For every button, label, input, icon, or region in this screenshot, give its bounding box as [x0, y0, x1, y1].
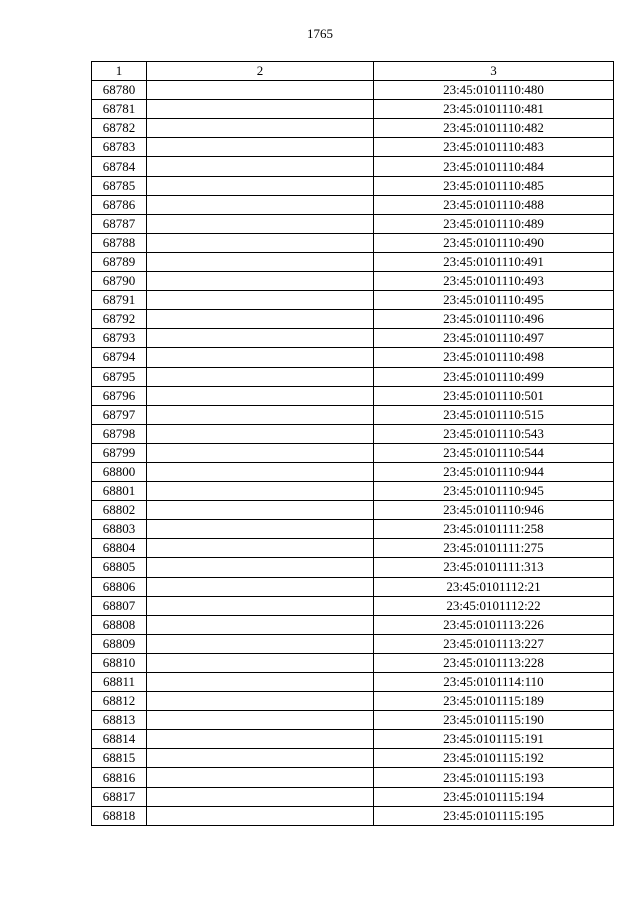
table-row: [92, 768, 614, 787]
column-header-3: 3: [374, 62, 614, 81]
table-row: [92, 634, 614, 653]
page-number: 1765: [307, 26, 333, 41]
row-blank-cell: [147, 367, 374, 386]
row-number-cell: 68818: [92, 806, 147, 825]
table-row: [92, 749, 614, 768]
cadastral-number-cell: 23:45:0101110:945: [374, 482, 614, 501]
row-blank-cell: [147, 100, 374, 119]
table-row: [92, 653, 614, 672]
table-row: [92, 577, 614, 596]
cadastral-number-cell: 23:45:0101110:481: [374, 100, 614, 119]
row-number-cell: 68816: [92, 768, 147, 787]
row-blank-cell: [147, 462, 374, 481]
table-row: [92, 157, 614, 176]
table-row: [92, 233, 614, 252]
row-blank-cell: [147, 482, 374, 501]
table-row: [92, 692, 614, 711]
cadastral-number-cell: 23:45:0101113:226: [374, 615, 614, 634]
cadastral-number-cell: 23:45:0101113:227: [374, 634, 614, 653]
cadastral-number-cell: 23:45:0101115:190: [374, 711, 614, 730]
table-row: [92, 272, 614, 291]
cadastral-number-cell: 23:45:0101114:110: [374, 673, 614, 692]
cadastral-number-cell: 23:45:0101110:493: [374, 272, 614, 291]
row-number-cell: 68794: [92, 348, 147, 367]
row-blank-cell: [147, 692, 374, 711]
table-row: [92, 558, 614, 577]
row-number-cell: 68811: [92, 673, 147, 692]
table-row: [92, 329, 614, 348]
row-number-cell: 68791: [92, 291, 147, 310]
row-blank-cell: [147, 424, 374, 443]
cadastral-number-cell: 23:45:0101115:191: [374, 730, 614, 749]
cadastral-number-cell: 23:45:0101111:313: [374, 558, 614, 577]
table-row: [92, 730, 614, 749]
cadastral-number-cell: 23:45:0101110:515: [374, 405, 614, 424]
cadastral-number-cell: 23:45:0101115:192: [374, 749, 614, 768]
header-row: [92, 62, 614, 81]
row-number-cell: 68797: [92, 405, 147, 424]
cadastral-number-cell: 23:45:0101113:228: [374, 653, 614, 672]
row-number-cell: 68817: [92, 787, 147, 806]
table-row: [92, 615, 614, 634]
table-row: [92, 443, 614, 462]
table-row: [92, 138, 614, 157]
table-row: [92, 520, 614, 539]
row-number-cell: 68783: [92, 138, 147, 157]
row-number-cell: 68812: [92, 692, 147, 711]
row-number-cell: 68792: [92, 310, 147, 329]
row-blank-cell: [147, 157, 374, 176]
cadastral-number-cell: 23:45:0101110:483: [374, 138, 614, 157]
row-number-cell: 68804: [92, 539, 147, 558]
row-number-cell: 68784: [92, 157, 147, 176]
row-number-cell: 68802: [92, 501, 147, 520]
row-blank-cell: [147, 176, 374, 195]
table-row: [92, 539, 614, 558]
row-blank-cell: [147, 520, 374, 539]
table-row: [92, 405, 614, 424]
row-number-cell: 68810: [92, 653, 147, 672]
row-blank-cell: [147, 673, 374, 692]
row-number-cell: 68789: [92, 252, 147, 271]
cadastral-number-cell: 23:45:0101111:275: [374, 539, 614, 558]
row-blank-cell: [147, 711, 374, 730]
row-number-cell: 68807: [92, 596, 147, 615]
table-row: [92, 787, 614, 806]
row-blank-cell: [147, 539, 374, 558]
row-number-cell: 68781: [92, 100, 147, 119]
row-blank-cell: [147, 596, 374, 615]
table-row: [92, 176, 614, 195]
row-number-cell: 68780: [92, 81, 147, 100]
cadastral-number-cell: 23:45:0101110:497: [374, 329, 614, 348]
row-blank-cell: [147, 214, 374, 233]
cadastral-number-cell: 23:45:0101110:946: [374, 501, 614, 520]
cadastral-number-cell: 23:45:0101110:482: [374, 119, 614, 138]
cadastral-number-cell: 23:45:0101115:195: [374, 806, 614, 825]
row-blank-cell: [147, 329, 374, 348]
row-number-cell: 68790: [92, 272, 147, 291]
table-row: [92, 119, 614, 138]
row-blank-cell: [147, 119, 374, 138]
cadastral-number-cell: 23:45:0101110:496: [374, 310, 614, 329]
row-number-cell: 68795: [92, 367, 147, 386]
table-row: [92, 348, 614, 367]
cadastral-number-cell: 23:45:0101110:544: [374, 443, 614, 462]
row-blank-cell: [147, 291, 374, 310]
table-row: [92, 81, 614, 100]
table-row: [92, 711, 614, 730]
table-row: [92, 195, 614, 214]
row-blank-cell: [147, 806, 374, 825]
cadastral-number-cell: 23:45:0101110:488: [374, 195, 614, 214]
row-blank-cell: [147, 195, 374, 214]
row-number-cell: 68793: [92, 329, 147, 348]
cadastral-number-cell: 23:45:0101115:193: [374, 768, 614, 787]
row-blank-cell: [147, 577, 374, 596]
table-row: [92, 462, 614, 481]
cadastral-number-cell: 23:45:0101112:22: [374, 596, 614, 615]
column-header-2: 2: [147, 62, 374, 81]
row-number-cell: 68787: [92, 214, 147, 233]
row-blank-cell: [147, 768, 374, 787]
table-row: [92, 501, 614, 520]
cadastral-number-cell: 23:45:0101110:499: [374, 367, 614, 386]
row-blank-cell: [147, 252, 374, 271]
column-header-1: 1: [92, 62, 147, 81]
row-blank-cell: [147, 634, 374, 653]
row-number-cell: 68782: [92, 119, 147, 138]
cadastral-number-cell: 23:45:0101110:498: [374, 348, 614, 367]
row-blank-cell: [147, 501, 374, 520]
row-number-cell: 68801: [92, 482, 147, 501]
cadastral-number-cell: 23:45:0101110:485: [374, 176, 614, 195]
cadastral-number-cell: 23:45:0101110:489: [374, 214, 614, 233]
row-blank-cell: [147, 138, 374, 157]
cadastral-number-cell: 23:45:0101111:258: [374, 520, 614, 539]
row-number-cell: 68805: [92, 558, 147, 577]
table-row: [92, 424, 614, 443]
row-number-cell: 68803: [92, 520, 147, 539]
cadastral-number-cell: 23:45:0101110:491: [374, 252, 614, 271]
row-blank-cell: [147, 405, 374, 424]
row-number-cell: 68799: [92, 443, 147, 462]
row-blank-cell: [147, 787, 374, 806]
row-number-cell: 68806: [92, 577, 147, 596]
row-number-cell: 68788: [92, 233, 147, 252]
cadastral-number-cell: 23:45:0101115:194: [374, 787, 614, 806]
row-number-cell: 68785: [92, 176, 147, 195]
row-blank-cell: [147, 386, 374, 405]
cadastral-number-cell: 23:45:0101110:944: [374, 462, 614, 481]
table-row: [92, 806, 614, 825]
cadastral-number-cell: 23:45:0101110:501: [374, 386, 614, 405]
table-row: [92, 367, 614, 386]
row-blank-cell: [147, 730, 374, 749]
cadastral-number-cell: 23:45:0101110:490: [374, 233, 614, 252]
row-number-cell: 68800: [92, 462, 147, 481]
row-blank-cell: [147, 558, 374, 577]
cadastral-number-cell: 23:45:0101115:189: [374, 692, 614, 711]
table-row: [92, 291, 614, 310]
row-blank-cell: [147, 348, 374, 367]
table-row: [92, 386, 614, 405]
row-number-cell: 68798: [92, 424, 147, 443]
table-row: [92, 100, 614, 119]
row-blank-cell: [147, 272, 374, 291]
row-blank-cell: [147, 443, 374, 462]
row-number-cell: 68796: [92, 386, 147, 405]
cadastral-number-cell: 23:45:0101110:484: [374, 157, 614, 176]
table-row: [92, 596, 614, 615]
table-row: [92, 673, 614, 692]
row-number-cell: 68814: [92, 730, 147, 749]
cadastral-number-cell: 23:45:0101110:543: [374, 424, 614, 443]
row-blank-cell: [147, 81, 374, 100]
row-number-cell: 68808: [92, 615, 147, 634]
row-blank-cell: [147, 615, 374, 634]
table-row: [92, 310, 614, 329]
row-number-cell: 68815: [92, 749, 147, 768]
row-number-cell: 68786: [92, 195, 147, 214]
row-blank-cell: [147, 233, 374, 252]
row-blank-cell: [147, 653, 374, 672]
table-row: [92, 252, 614, 271]
cadastral-number-cell: 23:45:0101110:495: [374, 291, 614, 310]
row-number-cell: 68809: [92, 634, 147, 653]
row-blank-cell: [147, 749, 374, 768]
cadastral-number-cell: 23:45:0101110:480: [374, 81, 614, 100]
table-row: [92, 214, 614, 233]
cadastral-number-cell: 23:45:0101112:21: [374, 577, 614, 596]
row-blank-cell: [147, 310, 374, 329]
row-number-cell: 68813: [92, 711, 147, 730]
table-row: [92, 482, 614, 501]
data-table: [91, 61, 614, 826]
